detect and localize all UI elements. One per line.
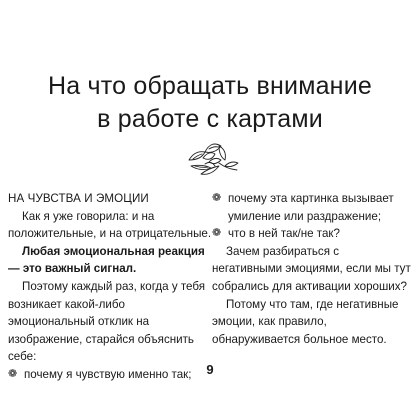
bold-paragraph: Любая эмоциональная реакция — это важный сигнал. [8,244,205,276]
paragraph: Потому что там, где негативные эмоции, как правило, обнаруживается больное место. [212,297,399,346]
paragraph: Как я уже говорила: и на положительные, и на отрицательные. [8,209,212,241]
title-line-2: в работе с картами [97,105,323,133]
list-item [212,225,412,243]
section-heading: НА ЧУВСТВА И ЭМОЦИИ [8,192,149,205]
flower-bullet-icon: ❁ [212,192,222,204]
list-item-text: почему эта картинка вызывает умиление или раздражение; [228,192,394,223]
page-number: 9 [206,362,214,377]
title-line-1: На что обращать внимание [48,72,372,100]
flower-bullet-icon: ❁ [212,227,222,240]
list-item-text: что в ней так/не так? [228,227,340,241]
left-column [8,190,212,384]
right-column [212,190,412,348]
paragraph: Зачем разбираться с негативными эмоциями, если мы тут собрались для активации хороших? [212,244,411,293]
list-item-text: почему я чувствую именно так; [24,367,192,381]
paragraph: Поэтому каждый раз, когда у тебя возникает какой-либо эмоциональный отклик на изображение, старайся объяснить себе: [8,279,206,364]
list-item [212,190,412,225]
page-title [0,70,420,136]
flower-icon [181,136,241,178]
flower-bullet-icon: ❁ [8,367,18,380]
